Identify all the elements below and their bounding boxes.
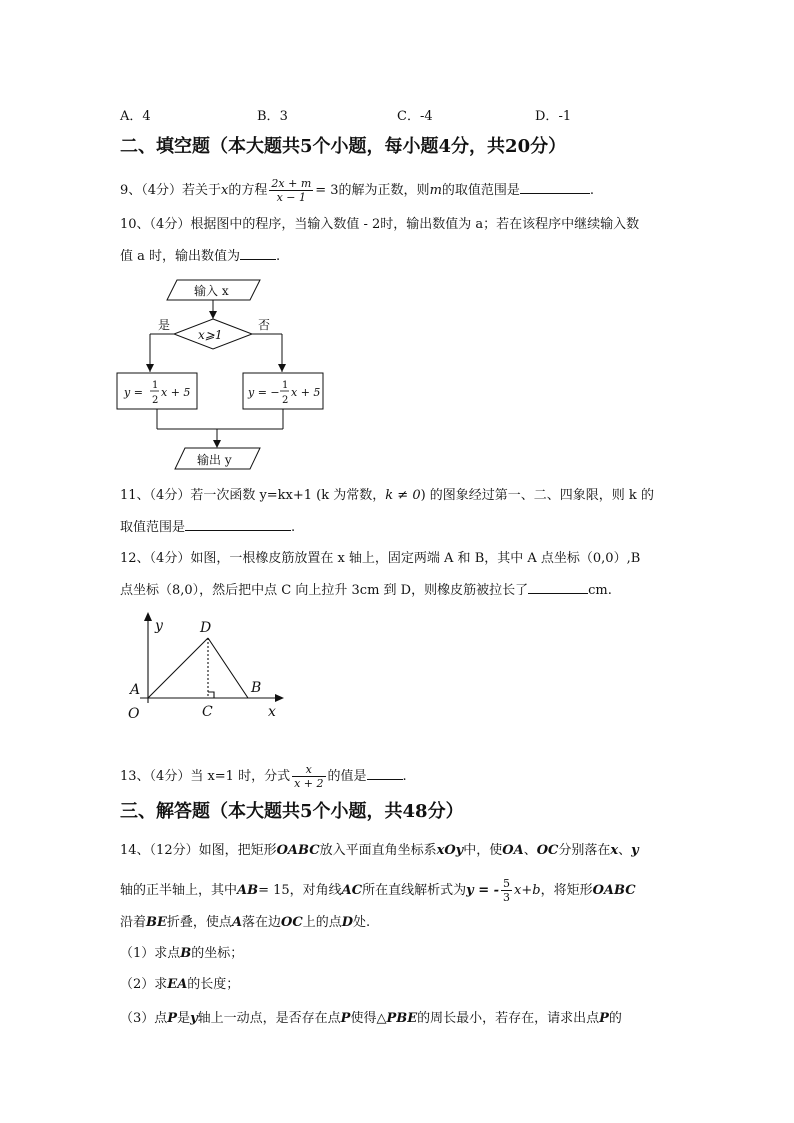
- q13-fraction: $\frac{x}{x + 2}$: [294, 763, 324, 790]
- left-frac-num: 1: [152, 380, 159, 391]
- question-9: 9、（4分）若关于x的方程 $\frac{2x + m}{x - 1}$ = 3的解为正数，则m的取值范围是 .: [120, 177, 595, 204]
- choice-c: C．-4: [397, 109, 433, 124]
- right-formula-prefix: y = −: [248, 386, 280, 399]
- q9-answer-blank[interactable]: [520, 181, 590, 194]
- q13-answer-blank[interactable]: [367, 767, 403, 780]
- choice-d: D．-1: [535, 109, 572, 124]
- choice-a: A．4: [120, 109, 151, 124]
- q9-fraction: $\frac{2x + m}{x - 1}$: [271, 177, 312, 204]
- left-formula-suffix: x + 5: [161, 386, 191, 399]
- right-frac-den: 2: [282, 395, 289, 406]
- choice-b: B．3: [257, 109, 288, 124]
- question-10-line2: 值 a 时，输出数值为 .: [120, 249, 281, 264]
- question-11-line1: 11、（4分）若一次函数 y=kx+1 (k 为常数，k ≠ 0) 的图象经过第一、二、四象限，则 k 的: [120, 488, 654, 503]
- flowchart-output-label: 输出 y: [197, 453, 232, 467]
- question-14-line2: 轴的正半轴上，其中AB= 15，对角线AC所在直线解析式为y = - $\frac{5}{3}$ x+b，将矩形OABC: [120, 877, 636, 904]
- segment-db: [208, 638, 248, 698]
- label-a: A: [130, 682, 141, 698]
- segment-ad: [148, 638, 208, 698]
- question-13: 13、（4分）当 x=1 时，分式 $\frac{x}{x + 2}$ 的值是 .: [120, 763, 407, 790]
- rubber-band-figure: [120, 608, 290, 723]
- question-14-part2: （2）求EA的长度；: [120, 977, 240, 992]
- question-14-line3: 沿着BE折叠，使点A落在边OC上的点D处.: [120, 915, 371, 930]
- label-o: O: [128, 706, 140, 722]
- label-y: y: [155, 618, 163, 634]
- y-axis-arrow: [144, 612, 152, 621]
- flowchart-condition-label: x⩾1: [198, 328, 223, 342]
- label-x: x: [268, 704, 276, 720]
- label-b: B: [251, 680, 262, 696]
- left-frac-den: 2: [152, 395, 159, 406]
- q14-fraction: $\frac{5}{3}$: [503, 877, 511, 904]
- x-axis-arrow: [275, 694, 284, 702]
- q12-answer-blank[interactable]: [528, 581, 588, 594]
- question-12-line1: 12、（4分）如图，一根橡皮筋放置在 x 轴上，固定两端 A 和 B，其中 A 点坐标（0,0）,B: [120, 551, 641, 566]
- right-frac-num: 1: [282, 380, 289, 391]
- program-flowchart: [110, 272, 340, 477]
- question-11-line2: 取值范围是 .: [120, 520, 296, 535]
- flowchart-no-label: 否: [258, 318, 271, 332]
- question-14-line1: 14、（12分）如图，把矩形OABC放入平面直角坐标系xOy中，使OA、OC分别落在x、y: [120, 843, 639, 858]
- question-14-part3: （3）点P是y轴上一动点，是否存在点P使得△PBE的周长最小，若存在，请求出点P的: [120, 1011, 622, 1026]
- section2-title: 二、填空题（本大题共5个小题，每小题4分，共20分）: [120, 136, 567, 157]
- question-12-line2: 点坐标（8,0），然后把中点 C 向上拉升 3cm 到 D，则橡皮筋被拉长了 cm.: [120, 583, 612, 598]
- question-14-part1: （1）求点B的坐标；: [120, 946, 244, 961]
- q10-answer-blank[interactable]: [240, 247, 276, 260]
- flowchart-yes-label: 是: [158, 318, 171, 332]
- question-10-line1: 10、（4分）根据图中的程序，当输入数值 - 2时，输出数值为 a；若在该程序中继续输入数: [120, 217, 640, 232]
- q11-answer-blank[interactable]: [185, 518, 291, 531]
- section3-title: 三、解答题（本大题共5个小题，共48分）: [120, 801, 464, 822]
- right-angle-mark: [208, 692, 214, 698]
- left-formula-prefix: y =: [124, 386, 143, 399]
- label-c: C: [202, 704, 213, 720]
- right-formula-suffix: x + 5: [291, 386, 321, 399]
- flowchart-input-label: 输入 x: [194, 284, 229, 298]
- label-d: D: [200, 620, 212, 636]
